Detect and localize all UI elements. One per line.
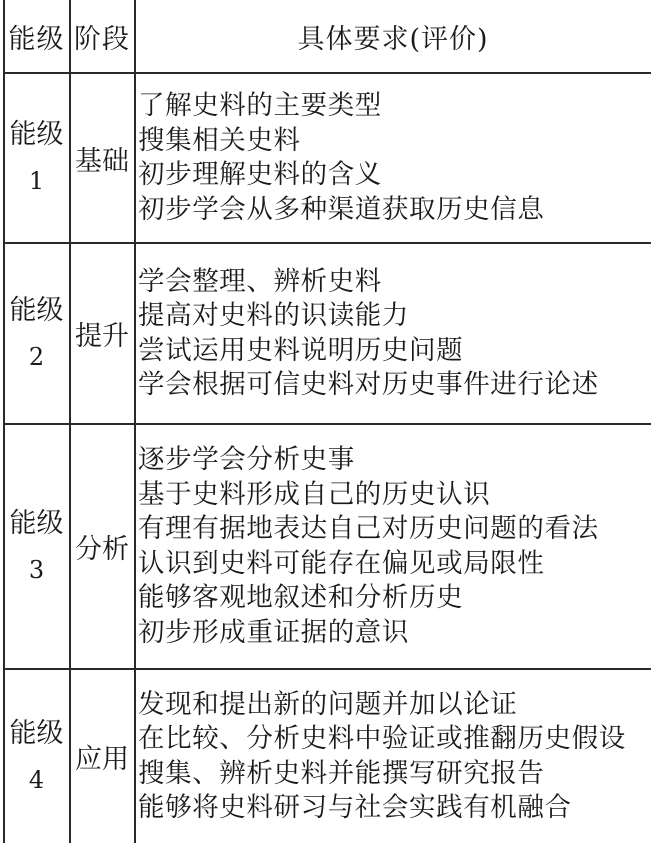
requirement-item: 在比较、分析史料中验证或推翻历史假设 [138,723,626,754]
table-row [0,670,651,843]
requirement-item: 搜集相关史料 [138,124,301,156]
requirement-item: 基于史料形成自己的历史认识 [138,478,491,510]
requirement-item: 能够将史料研习与社会实践有机融合 [138,792,572,823]
requirement-item: 逐步学会分析史事 [138,444,355,475]
requirement-item: 能够客观地叙述和分析历史 [138,582,464,613]
stage-cell: 应用 [75,744,129,775]
level-number: 1 [28,167,45,195]
level-name: 能级 [9,717,64,749]
requirement-item: 发现和提出新的问题并加以论证 [138,688,518,720]
requirements-cell [138,670,650,843]
level-cell [4,670,69,843]
requirement-item: 初步形成重证据的意识 [138,616,409,648]
level-cell [4,74,69,242]
requirements-cell [138,425,650,668]
requirement-item: 学会整理、辨析史料 [138,265,382,297]
requirement-item: 认识到史料可能存在偏见或局限性 [138,547,545,579]
requirement-item: 提高对史料的识读能力 [138,300,409,331]
requirements-cell [138,74,650,242]
requirements-cell [138,244,650,423]
requirement-item: 尝试运用史料说明历史问题 [138,334,464,366]
stage-cell: 基础 [75,145,129,177]
requirement-item: 了解史料的主要类型 [138,90,382,121]
level-number: 2 [28,342,45,371]
requirement-item: 搜集、辨析史料并能撰写研究报告 [138,757,545,789]
level-name: 能级 [9,119,64,150]
header-stage: 阶段 [74,24,130,55]
requirement-item: 有理有据地表达自己对历史问题的看法 [138,513,599,544]
level-cell [4,425,69,668]
stage-cell: 提升 [75,321,129,352]
level-cell [4,244,69,423]
level-name: 能级 [9,294,64,326]
table-row [0,425,651,668]
level-number: 3 [28,555,45,584]
requirement-item: 学会根据可信史料对历史事件进行论述 [138,369,599,400]
header-requirements: 具体要求(评价) [297,24,489,55]
requirement-item: 初步学会从多种渠道获取历史信息 [138,193,545,225]
table-row [0,74,651,242]
header-level: 能级 [8,24,65,55]
requirement-item: 初步理解史料的含义 [138,159,382,190]
stage-cell: 分析 [75,534,129,565]
level-number: 4 [28,765,45,794]
table-row [0,244,651,423]
level-name: 能级 [9,507,64,539]
